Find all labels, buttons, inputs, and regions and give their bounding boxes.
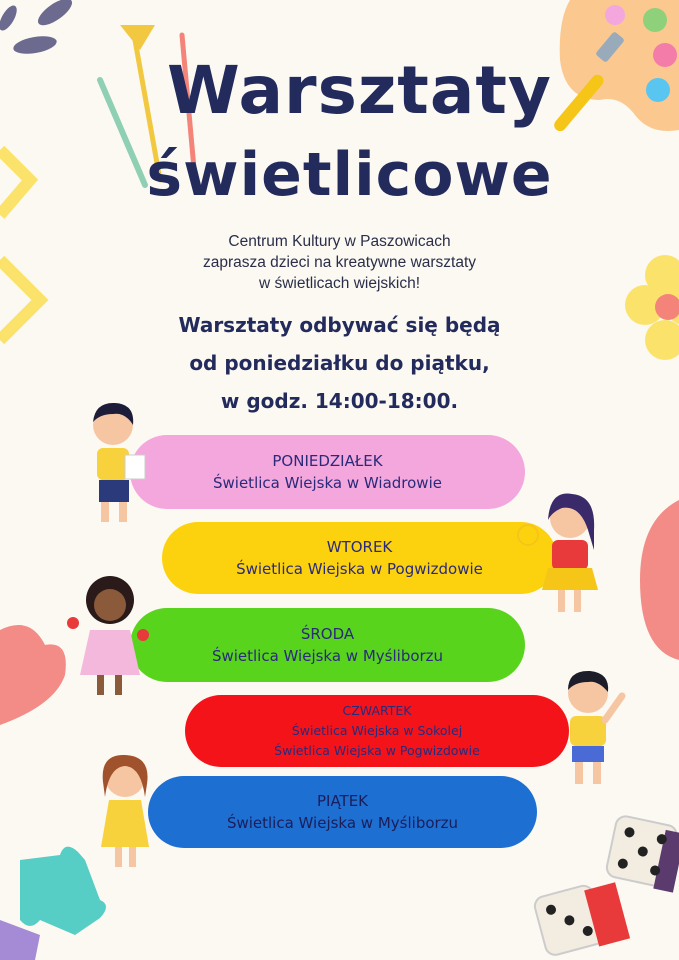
boy-waving-illustration [550,668,630,793]
day-label: PONIEDZIAŁEK [272,452,383,470]
day-label: PIĄTEK [316,792,369,810]
place-label: Świetlica Wiejska w Myśliborzu [226,814,459,832]
day-label: WTOREK [326,538,393,556]
day-band-wednesday [130,608,525,682]
place-label: Świetlica Wiejska w Pogwizdowie [236,560,483,578]
schedule-line-2: od poniedziałku do piątku, [189,351,490,375]
day-band-monday [130,435,525,509]
intro-text [0,231,679,294]
leaf-icon [0,0,80,60]
title-line-1: Warsztaty [167,52,552,129]
place-label: Świetlica Wiejska w Wiadrowie [213,474,442,492]
intro-line-2: zaprasza dzieci na kreatywne warsztaty [202,254,477,271]
place-label: Świetlica Wiejska w Sokolej [291,723,463,738]
place-label: Świetlica Wiejska w Myśliborzu [211,647,444,665]
day-label: ŚRODA [300,625,355,643]
girl-with-apples-illustration [65,575,150,700]
title-line-2: świetlicowe [146,140,553,210]
day-label: CZWARTEK [342,703,412,718]
intro-line-1: Centrum Kultury w Paszowicach [228,233,451,250]
child-with-paper-illustration [85,400,150,530]
schedule-line-3: w godz. 14:00-18:00. [220,389,459,413]
dice-icon [530,805,679,960]
schedule-line-1: Warsztaty odbywać się będą [178,313,501,337]
intro-line-3: w świetlicach wiejskich! [258,275,421,292]
day-band-friday [148,776,537,848]
heart-icon [630,500,679,660]
day-band-thursday [185,695,569,767]
girl-in-yellow-dress-illustration [95,752,160,872]
girl-drawing-sun-illustration [510,490,605,620]
puzzle-piece-icon [0,840,110,960]
day-band-tuesday [162,522,557,594]
place-label-2: Świetlica Wiejska w Pogwizdowie [274,743,480,758]
heart-icon [0,620,70,730]
